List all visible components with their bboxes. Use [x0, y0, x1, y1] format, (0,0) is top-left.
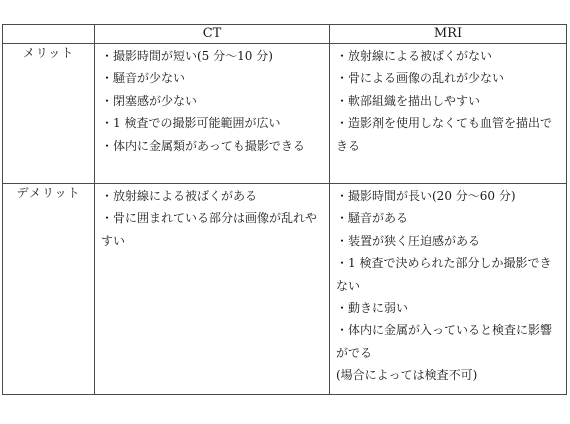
demerit-label: デメリット [3, 184, 95, 395]
list-item: ・骨による画像の乱れが少ない [336, 71, 505, 86]
list-item: ・撮影時間が短い(5 分～10 分) [101, 49, 273, 63]
list-item: ・動きに弱い [336, 301, 409, 316]
header-blank-cell [3, 25, 95, 44]
header-mri: MRI [330, 25, 567, 44]
merit-row [3, 44, 567, 184]
list-item: (場合によっては検査不可) [336, 368, 478, 383]
merit-ct-cell [95, 44, 330, 184]
list-item: ・体内に金属類があっても撮影できる [101, 138, 305, 153]
list-item: ・騒音がある [336, 211, 409, 226]
header-row [3, 25, 567, 44]
list-item: ・1 検査での撮影可能範囲が広い [101, 116, 281, 131]
list-item: ・放射線による被ばくがある [101, 189, 258, 203]
merit-mri-cell [330, 44, 567, 184]
list-item: ・軟部組織を描出しやすい [336, 93, 481, 108]
list-item: ・造影剤を使用しなくても血管を描出できる [336, 116, 553, 153]
list-item: ・1 検査で決められた部分しか撮影できない [336, 256, 552, 293]
list-item: ・装置が狭く圧迫感がある [336, 233, 481, 248]
list-item: ・騒音が少ない [101, 71, 186, 86]
list-item: ・体内に金属が入っていると検査に影響がでる [336, 323, 553, 360]
list-item: ・撮影時間が長い(20 分～60 分) [336, 189, 516, 203]
merit-label: メリット [3, 44, 95, 184]
demerit-mri-cell [330, 184, 567, 395]
list-item: ・骨に囲まれている部分は画像が乱れやすい [101, 211, 318, 248]
list-item: ・閉塞感が少ない [101, 93, 198, 108]
comparison-table [2, 24, 567, 395]
list-item: ・放射線による被ばくがない [336, 49, 493, 63]
demerit-ct-cell [95, 184, 330, 395]
demerit-row [3, 184, 567, 395]
header-ct: CT [95, 25, 330, 44]
